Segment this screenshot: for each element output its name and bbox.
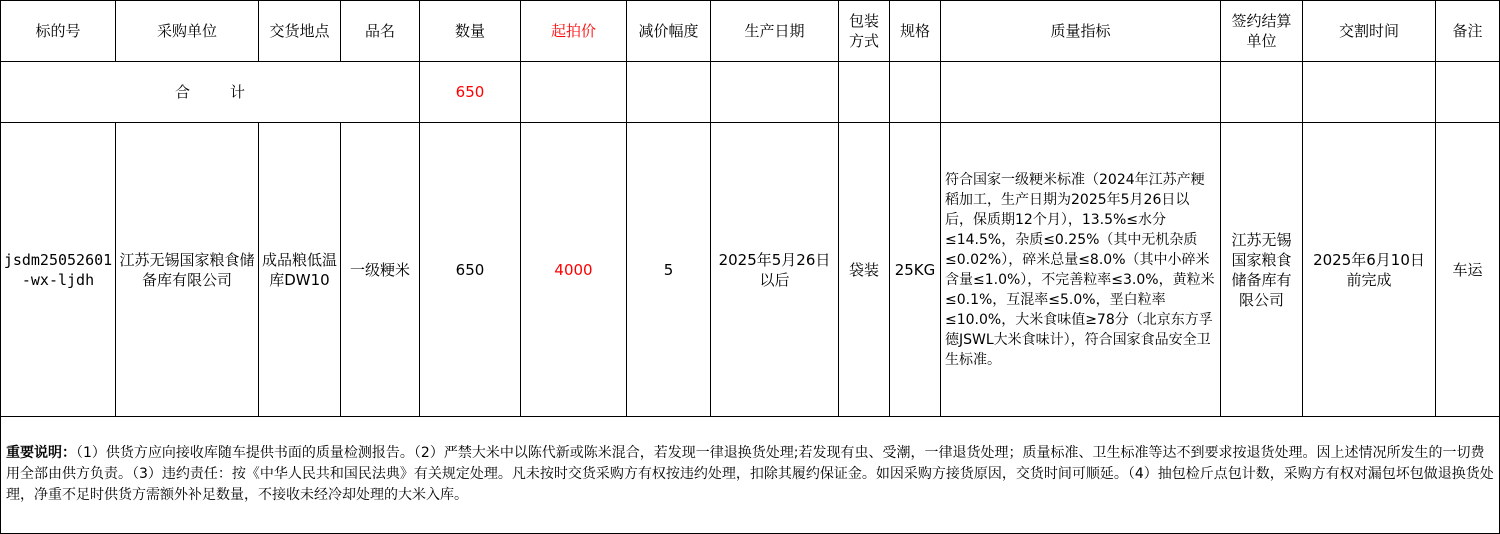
header-delivery-place: 交货地点 bbox=[259, 1, 341, 62]
buyer-cell: 江苏无锡国家粮食储备库有限公司 bbox=[116, 123, 259, 417]
header-row bbox=[1, 1, 1500, 62]
delivery-place-cell: 成品粮低温库DW10 bbox=[259, 123, 341, 417]
production-date-cell: 2025年5月26日以后 bbox=[711, 123, 839, 417]
header-remark: 备注 bbox=[1436, 1, 1500, 62]
header-bid-no: 标的号 bbox=[1, 1, 116, 62]
remark-cell: 车运 bbox=[1436, 123, 1500, 417]
quantity-cell: 650 bbox=[420, 123, 521, 417]
summary-label-b: 计 bbox=[230, 83, 246, 101]
summary-row bbox=[1, 62, 1500, 123]
quality-cell: 符合国家一级粳米标准（2024年江苏产粳稻加工，生产日期为2025年5月26日以后，保质期12个月），13.5%≤水分≤14.5%，杂质≤0.25%（其中无机杂质≤0.02%），碎米总量≤8.0%（其中小碎米含量≤1.0%），不完善粒率≤3.0%，黄粒米≤0.1%，互混率≤5.0%，垩白粒率≤10.0%，大米食味值≥78分（北京东方孚德JSWL大米食味计），符合国家食品安全卫生标准。 bbox=[941, 123, 1221, 417]
note-label: 重要说明： bbox=[6, 445, 76, 461]
header-quality: 质量指标 bbox=[941, 1, 1221, 62]
summary-label bbox=[1, 62, 420, 123]
table-row bbox=[1, 123, 1500, 417]
header-decrement: 减价幅度 bbox=[627, 1, 711, 62]
summary-label-a: 合 bbox=[174, 83, 190, 101]
header-start-price: 起拍价 bbox=[521, 1, 627, 62]
header-delivery-time: 交割时间 bbox=[1303, 1, 1436, 62]
delivery-time-cell: 2025年6月10日前完成 bbox=[1303, 123, 1436, 417]
bid-no-cell: jsdm25052601-wx-ljdh bbox=[1, 123, 116, 417]
header-settlement: 签约结算单位 bbox=[1221, 1, 1303, 62]
summary-quantity: 650 bbox=[420, 62, 521, 123]
header-packaging: 包装方式 bbox=[839, 1, 890, 62]
note-text: （1）供货方应向接收库随车提供书面的质量检测报告。（2）严禁大米中以陈代新或陈米混合，若发现一律退换货处理;若发现有虫、受潮，一律退货处理；质量标准、卫生标准等达不到要求按退货处理。因上述情况所发生的一切费用全部由供方负责。（3）违约责任：按《中华人民共和国民法典》有关规定处理。凡未按时交货采购方有权按违约处理，扣除其履约保证金。如因采购方接货原因，交货时间可顺延。（4）抽包检斤点包计数，采购方有权对漏包坏包做退换货处理，净重不足时供货方需额外补足数量，不接收未经冷却处理的大米入库。 bbox=[6, 445, 1494, 503]
header-buyer: 采购单位 bbox=[116, 1, 259, 62]
spec-cell: 25KG bbox=[890, 123, 941, 417]
important-note bbox=[6, 443, 1494, 506]
header-product: 品名 bbox=[341, 1, 420, 62]
header-spec: 规格 bbox=[890, 1, 941, 62]
settlement-cell: 江苏无锡国家粮食储备库有限公司 bbox=[1221, 123, 1303, 417]
product-cell: 一级粳米 bbox=[341, 123, 420, 417]
header-production-date: 生产日期 bbox=[711, 1, 839, 62]
packaging-cell: 袋装 bbox=[839, 123, 890, 417]
header-quantity: 数量 bbox=[420, 1, 521, 62]
start-price-cell: 4000 bbox=[521, 123, 627, 417]
decrement-cell: 5 bbox=[627, 123, 711, 417]
